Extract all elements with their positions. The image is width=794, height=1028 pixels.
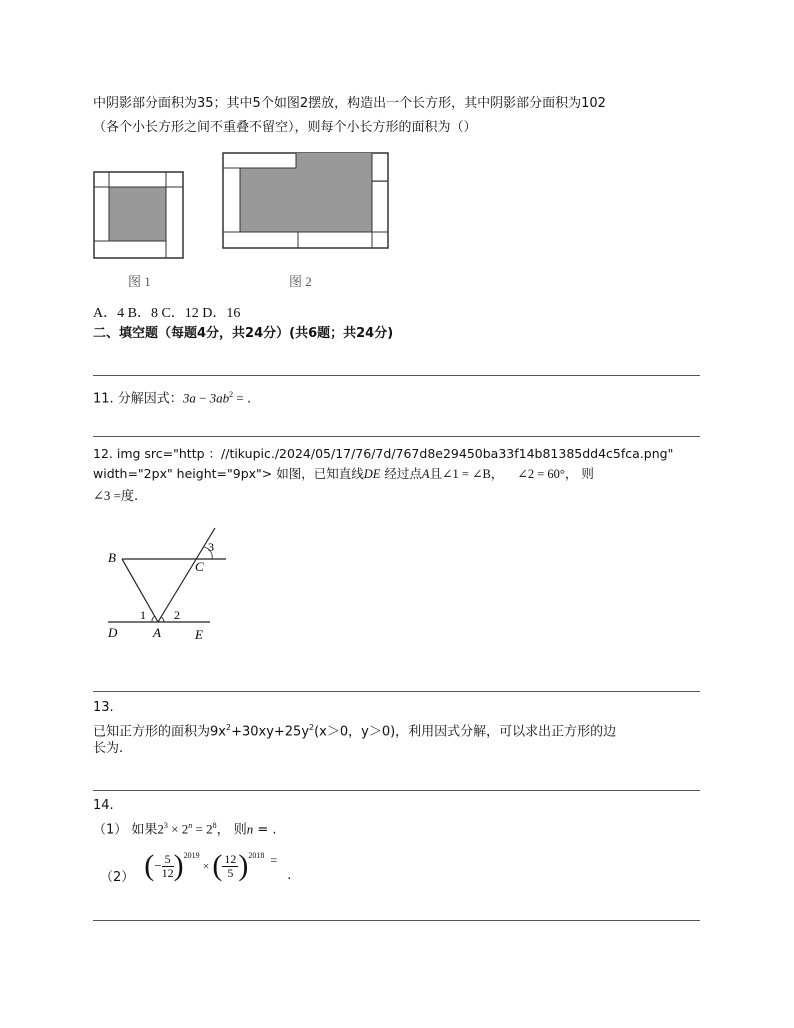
q13-exp2: 2 [309,723,315,732]
q11-label: 11. 分解因式： [93,391,183,407]
q12-line3 [93,488,138,505]
figure-2 [222,152,390,250]
q12-line2-a: width="2px" height="9px"> 如图，已知直线 [93,466,364,481]
q14-p1-e3: 8 [212,821,217,830]
q14-p1-eq: = 2 [192,821,213,837]
q13-line1-b: +30xy+25y [231,724,310,740]
q14-p1-n: n [246,821,254,837]
q11-tail: . [247,391,252,407]
label-e: E [195,627,203,642]
q11-expr-b: 3ab [209,390,230,406]
q14-p1-base: 2 [157,821,164,837]
divider [93,790,700,791]
label-2: 2 [174,608,180,622]
divider [93,920,700,921]
q12-figure [100,522,230,644]
q14-p1-tail1: ， 则 [216,822,247,838]
paren-close: ) [238,849,249,882]
q13-line2: 长为. [93,741,124,756]
equals-sign: = [270,852,278,867]
q13-number: 13. [93,700,114,715]
divider [93,375,700,376]
exp-2019: 2019 [183,851,200,860]
q12-point-a: A [421,467,430,481]
divider [93,691,700,692]
label-a: A [153,625,161,640]
q11-expr-a: 3a [182,390,196,406]
label-c: C [195,559,204,574]
q11 [93,387,251,407]
minus-sign: − [154,858,162,873]
q14-p1-times: × 2 [167,821,189,837]
q12-line2-b: 经过点 [380,466,422,481]
q11-expr-minus: − [195,390,210,406]
fraction-2: $\frac{12}{5}$ [224,851,237,880]
divider [93,436,700,437]
q14-p1-label: （1） 如果 [93,822,158,838]
fraction-1: $\frac{5}{12}$ [161,851,174,880]
q12-line3-tail: 度. [120,489,139,504]
times-sign: × [202,858,210,873]
q13-line1-a: 已知正方形的面积为9x [93,724,226,740]
q14-part1 [93,818,277,838]
q14-p2-label: （2） [100,870,135,885]
q13-line1 [93,720,616,740]
q14-part2 [100,843,291,889]
q11-expr-exp: 2 [229,390,234,399]
q12-line2 [93,466,594,482]
q12-angle3: ∠3 = [93,488,121,503]
q14-number: 14. [93,798,114,813]
q12-line2-c: 且 [429,466,443,481]
q12-angle2: ∠2 = 60° [517,467,565,481]
q14-p1-tail2: = . [253,822,277,838]
q12-de: DE [363,467,381,481]
q12-line2-d: ， [490,466,504,481]
q13-line1-c: (x＞0，y＞0)，利用因式分解，可以求出正方形的边 [314,724,617,740]
paren-open: ( [144,849,155,882]
paren-close: ) [173,849,184,882]
q13-exp1: 2 [225,723,232,732]
figure-1 [93,171,185,259]
paren-open: ( [212,849,223,882]
q12-angle-eq: ∠1 = ∠B [442,467,491,481]
q10-line2: （各个小长方形之间不重叠不留空），则每个小长方形的面积为（） [93,120,477,135]
q12-line2-e: ， 则 [564,466,594,481]
q14-p1-e2: n [188,821,193,830]
figure-1-caption: 图 1 [128,274,151,289]
figure-2-caption: 图 2 [289,274,312,289]
label-d: D [108,625,118,640]
q14-p2-tail: . [287,868,292,883]
q10-options: A．4 B．8 C．12 D．16 [93,306,241,321]
q14-p2-expr [144,851,291,881]
label-3: 3 [208,540,214,554]
q14-p1-e1: 3 [163,821,168,830]
q11-expr-eq: = [233,390,247,406]
exp-2018: 2018 [248,851,265,860]
section-2-heading: 二、填空题（每题4分，共24分）(共6题；共24分) [93,326,394,341]
q10-line1: 中阴影部分面积为35；其中5个如图2摆放，构造出一个长方形，其中阴影部分面积为102 [93,96,606,111]
label-b: B [108,550,116,565]
label-1: 1 [140,608,146,622]
q12-line1: 12. img src="http ：//tikupic./2024/05/17/76/7d/767d8e29450ba33f14b81385dd4c5fca.png" [93,446,674,461]
